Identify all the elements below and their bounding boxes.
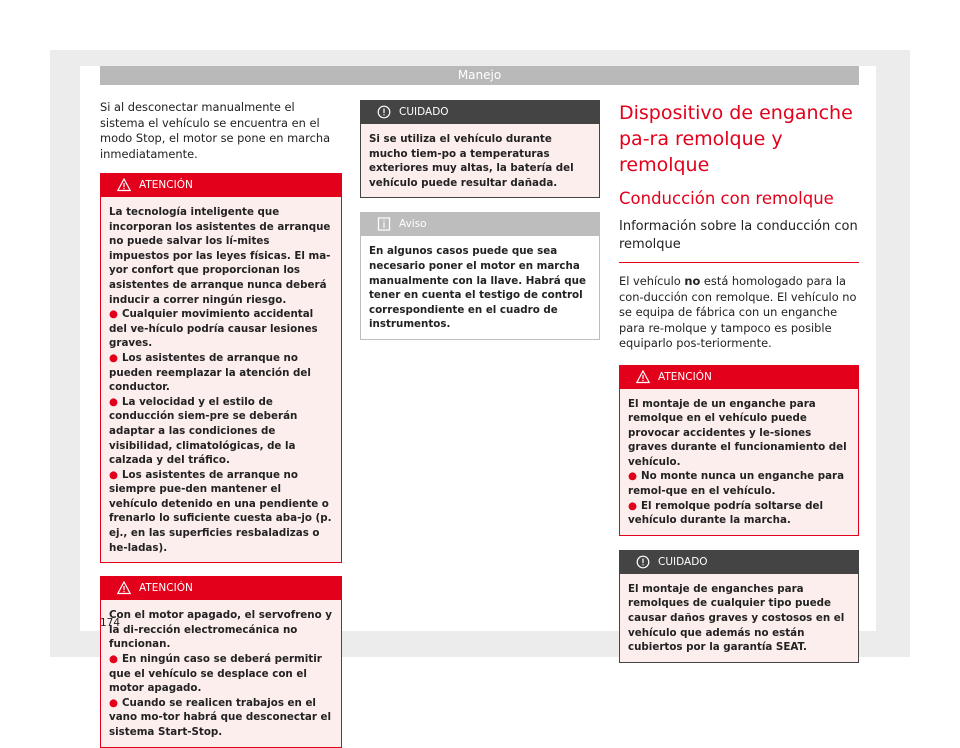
warning-box-start-assist bbox=[100, 173, 342, 563]
caution-body: El montaje de enganches para remolques de cualquier tipo puede causar daños graves y costosos en el vehículo que además no están cubiertos por la garantía SEAT. bbox=[620, 574, 858, 662]
section-subtitle: Conducción con remolque bbox=[619, 189, 834, 208]
warning-box-tow-hitch bbox=[619, 365, 859, 536]
bullet-icon: ● bbox=[109, 351, 118, 364]
warning-triangle-icon bbox=[117, 581, 131, 595]
warning-triangle-icon bbox=[636, 370, 650, 384]
caution-title: CUIDADO bbox=[658, 555, 708, 568]
list-item: ● La velocidad y el estilo de conducción siem-pre se deberán adaptar a las condiciones de visibilidad, climatológicas, de la calzada y del tráfico. bbox=[109, 395, 298, 467]
caution-circle-icon bbox=[377, 105, 391, 119]
bullet-icon: ● bbox=[109, 308, 118, 321]
list-item: ● Los asistentes de arranque no siempre pue-den mantener el vehículo detenido en una pendiente o frenarlo lo suficiente cuesta aba-jo (p. ej., en las superficies resbaladizas o he-ladas). bbox=[109, 468, 332, 554]
list-item: ● Los asistentes de arranque no pueden reemplazar la atención del conductor. bbox=[109, 351, 311, 394]
caution-header bbox=[620, 551, 858, 574]
column-right bbox=[619, 100, 859, 663]
bullet-icon: ● bbox=[628, 499, 637, 512]
warning-title: ATENCIÓN bbox=[658, 370, 712, 383]
section-subsubtitle: Información sobre la conducción con remolque bbox=[619, 218, 859, 263]
caution-title: CUIDADO bbox=[399, 106, 449, 118]
warning-title: ATENCIÓN bbox=[139, 582, 193, 595]
caution-box-tow-damage bbox=[619, 550, 859, 663]
column-middle bbox=[360, 100, 600, 340]
note-box-manual-start bbox=[360, 212, 600, 340]
warning-header bbox=[101, 577, 341, 600]
info-icon bbox=[377, 217, 391, 231]
bullet-icon: ● bbox=[109, 468, 118, 481]
caution-box-battery bbox=[360, 100, 600, 198]
warning-box-engine-off bbox=[100, 576, 342, 747]
warning-text: El montaje de un enganche para remolque en el vehículo puede provocar accidentes y le-siones graves durante el funcionamiento del vehículo. bbox=[628, 397, 847, 468]
list-item: ● Cuando se realicen trabajos en el vano mo-tor habrá que desconectar el sistema Start-Stop. bbox=[109, 696, 332, 738]
list-item: ● No monte nunca un enganche para remol-que en el vehículo. bbox=[628, 470, 845, 498]
caution-circle-icon bbox=[636, 555, 650, 569]
warning-body bbox=[101, 197, 341, 562]
note-body: En algunos casos puede que sea necesario poner el motor en marcha manualmente con la llave. Habrá que tener en cuenta el testigo de control correspondiente en el cuadro de instrumentos. bbox=[361, 236, 599, 339]
towing-paragraph: El vehículo no está homologado para la con-ducción con remolque. El vehículo no se equipa de fábrica con un enganche para re-molque y tampoco es posible equiparlo pos-teriormente. bbox=[619, 274, 857, 350]
bullet-icon: ● bbox=[628, 470, 637, 483]
section-title: Dispositivo de enganche pa-ra remolque y remolque bbox=[619, 102, 853, 176]
warning-text: Con el motor apagado, el servofreno y la di-rección electromecánica no funcionan. bbox=[109, 609, 332, 651]
page-header: Manejo bbox=[100, 66, 859, 85]
bullet-icon: ● bbox=[109, 653, 118, 666]
caution-header bbox=[361, 101, 599, 124]
note-header bbox=[361, 213, 599, 236]
page-number: 174 bbox=[100, 617, 121, 629]
warning-body bbox=[620, 389, 858, 535]
caution-body: Si se utiliza el vehículo durante mucho tiem-po a temperaturas exteriores muy altas, la batería del vehículo puede resultar dañada. bbox=[361, 124, 599, 197]
note-title: Aviso bbox=[399, 218, 427, 231]
warning-title: ATENCIÓN bbox=[139, 179, 193, 191]
list-item: ● En ningún caso se deberá permitir que el vehículo se desplace con el motor apagado. bbox=[109, 653, 322, 695]
warning-text: La tecnología inteligente que incorporan los asistentes de arranque no puede salvar los lí-mites impuestos por las leyes físicas. El ma-yor confort que proporcionan los asistentes de arranque nunca deberá inducir a correr ningún riesgo. bbox=[109, 206, 331, 306]
list-item: ● Cualquier movimiento accidental del ve-hículo podría causar lesiones graves. bbox=[109, 308, 318, 350]
intro-paragraph: Si al desconectar manualmente el sistema el vehículo se encuentra en el modo Stop, el motor se pone en marcha inmediatamente. bbox=[100, 100, 331, 161]
bullet-icon: ● bbox=[109, 395, 118, 408]
warning-triangle-icon bbox=[117, 178, 131, 192]
bullet-icon: ● bbox=[109, 696, 118, 709]
warning-header bbox=[620, 366, 858, 389]
warning-body bbox=[101, 600, 341, 746]
warning-header bbox=[101, 174, 341, 197]
list-item: ● El remolque podría soltarse del vehículo durante la marcha. bbox=[628, 499, 824, 527]
column-left bbox=[100, 100, 342, 748]
